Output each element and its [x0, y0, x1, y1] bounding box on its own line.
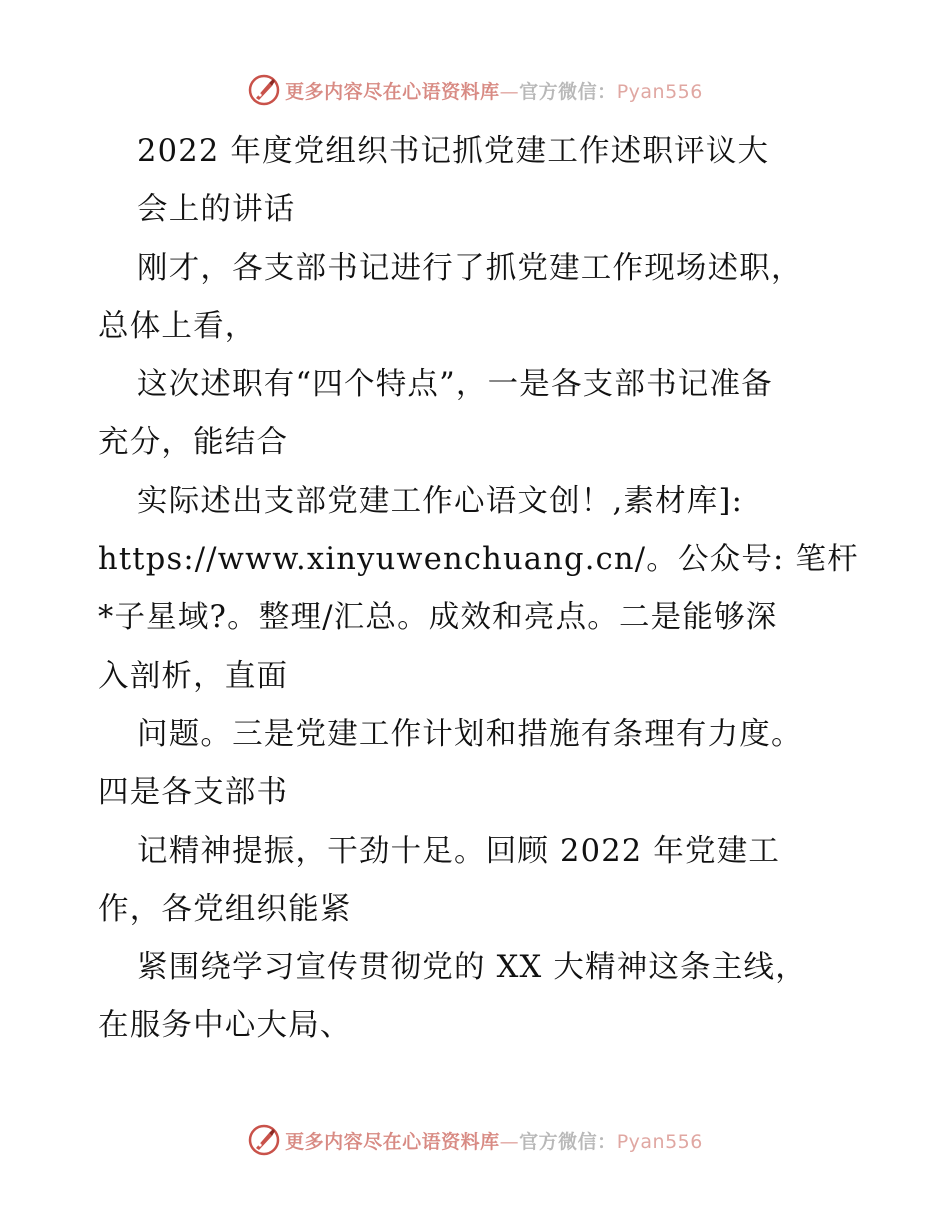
pen-nib-logo-icon — [247, 73, 281, 107]
paragraph-line: 四是各支部书 — [98, 775, 289, 811]
paragraph-line: 实际述出支部党建工作心语文创！,素材库]: — [137, 483, 744, 519]
footer-site-text: 更多内容尽在心语资料库 — [285, 1130, 500, 1153]
title-line-1: 2022 年度党组织书记抓党建工作述职评议大 — [137, 134, 770, 169]
paragraph-line: 总体上看， — [98, 308, 257, 344]
header-wechat-label: 官方微信： — [519, 80, 617, 103]
paragraph-line: *子星域?。整理/汇总。成效和亮点。二是能够深 — [98, 600, 778, 636]
paragraph-line: 这次述职有“四个特点”，一是各支部书记准备 — [137, 367, 773, 403]
paragraph-line: 记精神提振，干劲十足。回顾 2022 年党建工 — [137, 833, 781, 869]
document-body — [98, 123, 858, 1056]
header-watermark-banner — [0, 70, 950, 110]
paragraph-line: 刚才，各支部书记进行了抓党建工作现场述职， — [137, 250, 803, 286]
footer-watermark-banner — [0, 1120, 950, 1160]
pen-nib-logo-icon — [247, 1123, 281, 1157]
footer-wechat-label: 官方微信： — [519, 1130, 617, 1153]
paragraph-line: 作，各党组织能紧 — [98, 891, 352, 927]
paragraph-line: 充分，能结合 — [98, 425, 289, 461]
footer-watermark-text — [285, 1127, 703, 1154]
footer-wechat-account: Pyan556 — [616, 1130, 703, 1153]
header-dash: — — [499, 80, 520, 103]
paragraph-line: 问题。三是党建工作计划和措施有条理有力度。 — [137, 716, 803, 752]
paragraph-line: 紧围绕学习宣传贯彻党的 XX 大精神这条主线， — [137, 950, 807, 986]
header-watermark-text — [285, 77, 703, 104]
footer-dash: — — [499, 1130, 520, 1153]
header-site-text: 更多内容尽在心语资料库 — [285, 80, 500, 103]
title-line-2: 会上的讲话 — [137, 192, 296, 228]
paragraph-line: 在服务中心大局、 — [98, 1008, 352, 1044]
paragraph-line: 入剖析，直面 — [98, 658, 289, 694]
paragraph-line: https://www.xinyuwenchuang.cn/。公众号: 笔杆 — [98, 542, 859, 578]
header-wechat-account: Pyan556 — [616, 80, 703, 103]
